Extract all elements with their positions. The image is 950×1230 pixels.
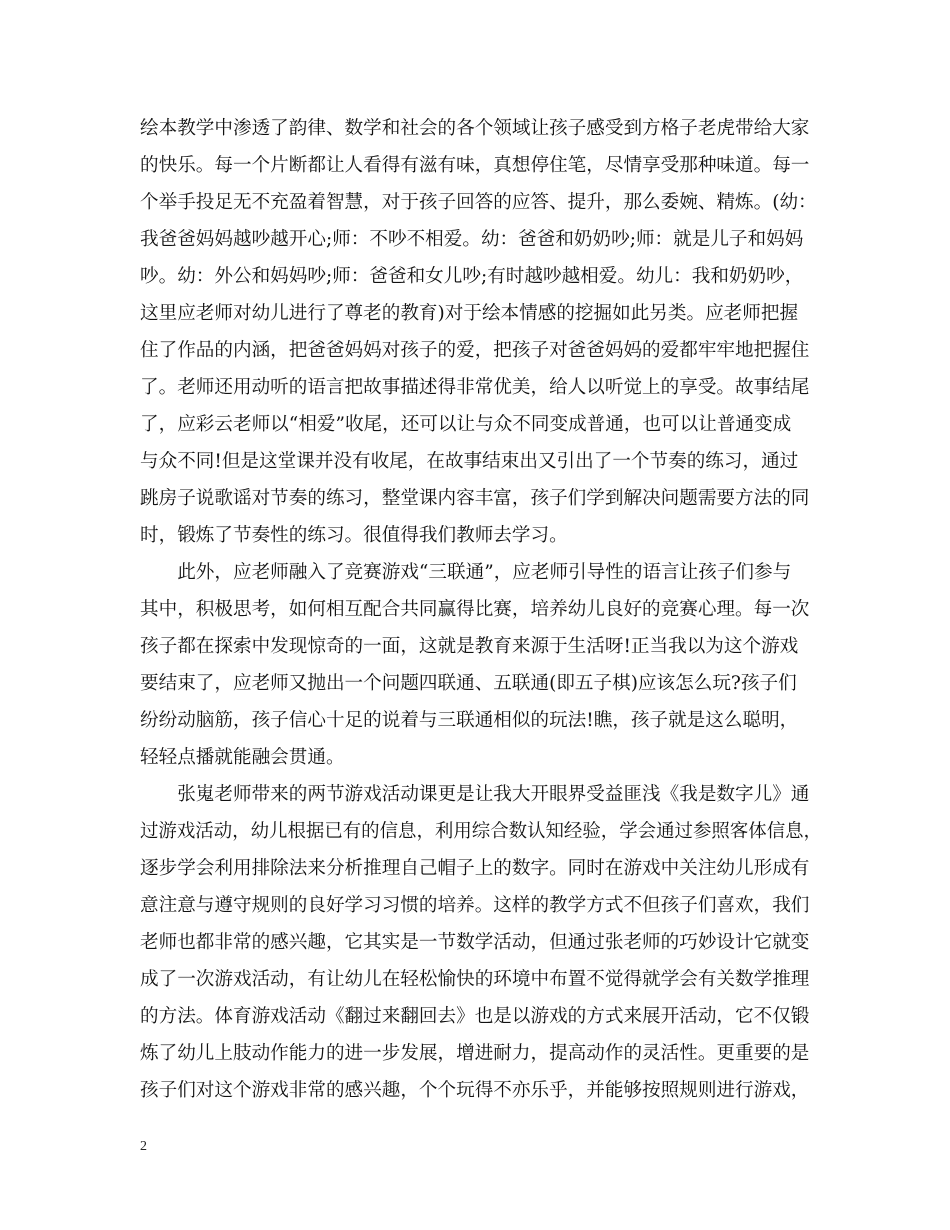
text-line: 要结束了，应老师又抛出一个问题四联通、五联通(即五子棋)应该怎么玩?孩子们 <box>140 673 797 694</box>
text-line: 的快乐。每一个片断都让人看得有滋有味，真想停住笔，尽情享受那种味道。每一 <box>140 155 810 176</box>
text-line: 纷纷动脑筋，孩子信心十足的说着与三联通相似的玩法!瞧，孩子就是这么聪明， <box>140 710 799 731</box>
text-line: 住了作品的内涵，把爸爸妈妈对孩子的爱，把孩子对爸爸妈妈的爱都牢牢地把握住 <box>140 340 810 361</box>
text-line: 个举手投足无不充盈着智慧，对于孩子回答的应答、提升，那么委婉、精炼。(幼： <box>140 192 817 213</box>
text-line: 跳房子说歌谣对节奏的练习，整堂课内容丰富，孩子们学到解决问题需要方法的同 <box>140 488 810 509</box>
text-line: 老师也都非常的感兴趣，它其实是一节数学活动，但通过张老师的巧妙设计它就变 <box>140 932 810 953</box>
text-line: 意注意与遵守规则的良好学习习惯的培养。这样的教学方式不但孩子们喜欢，我们 <box>140 895 810 916</box>
text-line: 张嵬老师带来的两节游戏活动课更是让我大开眼界受益匪浅《我是数字儿》通 <box>140 784 810 805</box>
text-line: 我爸爸妈妈越吵越开心;师：不吵不相爱。幼：爸爸和奶奶吵;师：就是儿子和妈妈 <box>140 229 804 250</box>
text-line: 炼了幼儿上肢动作能力的进一步发展，增进耐力，提高动作的灵活性。更重要的是 <box>140 1043 810 1064</box>
text-line: 了，应彩云老师以“相爱”收尾，还可以让与众不同变成普通，也可以让普通变成 <box>140 414 792 435</box>
page-number: 2 <box>140 1139 147 1154</box>
text-line: 绘本教学中渗透了韵律、数学和社会的各个领域让孩子感受到方格子老虎带给大家 <box>140 118 810 139</box>
text-line: 了。老师还用动听的语言把故事描述得非常优美，给人以听觉上的享受。故事结尾 <box>140 377 810 398</box>
text-line: 孩子们对这个游戏非常的感兴趣，个个玩得不亦乐乎，并能够按照规则进行游戏， <box>140 1080 810 1101</box>
text-line: 的方法。体育游戏活动《翻过来翻回去》也是以游戏的方式来展开活动，它不仅锻 <box>140 1006 810 1027</box>
text-line: 此外，应老师融入了竞赛游戏“三联通”，应老师引导性的语言让孩子们参与 <box>140 562 792 583</box>
text-line: 吵。幼：外公和妈妈吵;师：爸爸和女儿吵;有时越吵越相爱。幼儿：我和奶奶吵， <box>140 266 804 287</box>
text-line: 过游戏活动，幼儿根据已有的信息，利用综合数认知经验，学会通过参照客体信息， <box>140 821 822 842</box>
text-line: 其中，积极思考，如何相互配合共同赢得比赛，培养幼儿良好的竞赛心理。每一次 <box>140 599 810 620</box>
text-line: 与众不同!但是这堂课并没有收尾，在故事结束出又引出了一个节奏的练习，通过 <box>140 451 799 472</box>
text-line: 孩子都在探索中发现惊奇的一面，这就是教育来源于生活呀!正当我以为这个游戏 <box>140 636 799 657</box>
text-line: 轻轻点播就能融会贯通。 <box>140 747 345 768</box>
text-line: 这里应老师对幼儿进行了尊老的教育)对于绘本情感的挖掘如此另类。应老师把握 <box>140 303 799 324</box>
text-line: 时，锻炼了节奏性的练习。很值得我们教师去学习。 <box>140 525 568 546</box>
text-line: 逐步学会利用排除法来分析推理自己帽子上的数字。同时在游戏中关注幼儿形成有 <box>140 858 810 879</box>
text-line: 成了一次游戏活动，有让幼儿在轻松愉快的环境中布置不觉得就学会有关数学推理 <box>140 969 810 990</box>
